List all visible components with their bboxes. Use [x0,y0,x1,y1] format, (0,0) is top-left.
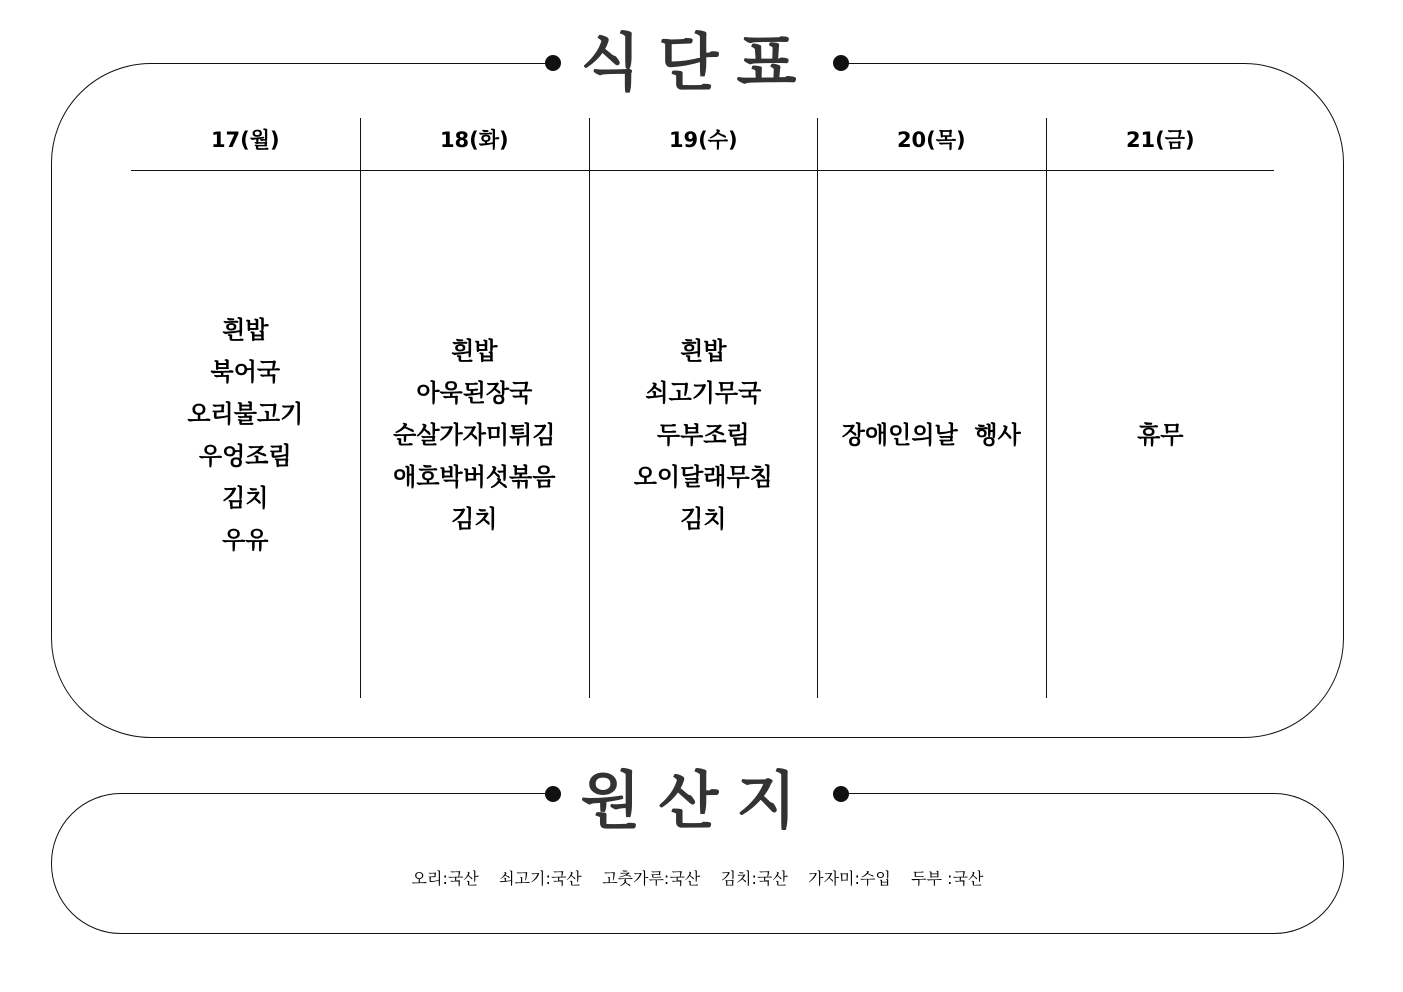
day-column-thu [817,118,1046,698]
dish-item: 쇠고기무국 [645,378,762,407]
dish-list [360,171,589,698]
day-column-tue [360,118,589,698]
dish-list [589,171,818,698]
day-column-fri [1046,118,1275,698]
dish-list [1046,171,1275,698]
dish-item: 김치 [680,504,727,533]
origin-title-bar [0,750,1403,837]
dish-list [817,171,1046,698]
dish-item: 장애인의날 행사 [841,420,1021,449]
day-header: 21(금) [1125,128,1195,152]
origin-title: 원산지 [580,764,815,837]
dish-item: 우엉조림 [198,441,292,470]
day-header: 18(화) [439,128,509,152]
dish-item: 우유 [222,525,269,554]
dish-item: 흰밥 [451,336,498,365]
dish-item: 흰밥 [680,336,727,365]
day-column-mon [131,118,360,698]
dish-item: 아욱된장국 [416,378,533,407]
dish-item: 흰밥 [222,315,269,344]
origin-text: 오리:국산 쇠고기:국산 고춧가루:국산 김치:국산 가자미:수입 두부 :국산 [411,869,984,888]
dish-item: 오리불고기 [187,399,304,428]
dish-item: 두부조림 [656,420,750,449]
day-header: 20(목) [896,128,966,152]
day-header: 19(수) [668,128,738,152]
dish-item: 휴무 [1137,420,1184,449]
dish-item: 오이달래무침 [633,462,773,491]
dish-list [131,171,360,698]
dish-item: 북어국 [210,357,281,386]
dish-item: 순살가자미튀김 [393,420,556,449]
dish-item: 애호박버섯볶음 [393,462,556,491]
menu-title: 식단표 [580,26,815,99]
menu-title-bar [0,20,1403,100]
day-column-wed [589,118,818,698]
dish-item: 김치 [222,483,269,512]
menu-table [131,118,1274,698]
dish-item: 김치 [451,504,498,533]
day-header: 17(월) [210,128,280,152]
